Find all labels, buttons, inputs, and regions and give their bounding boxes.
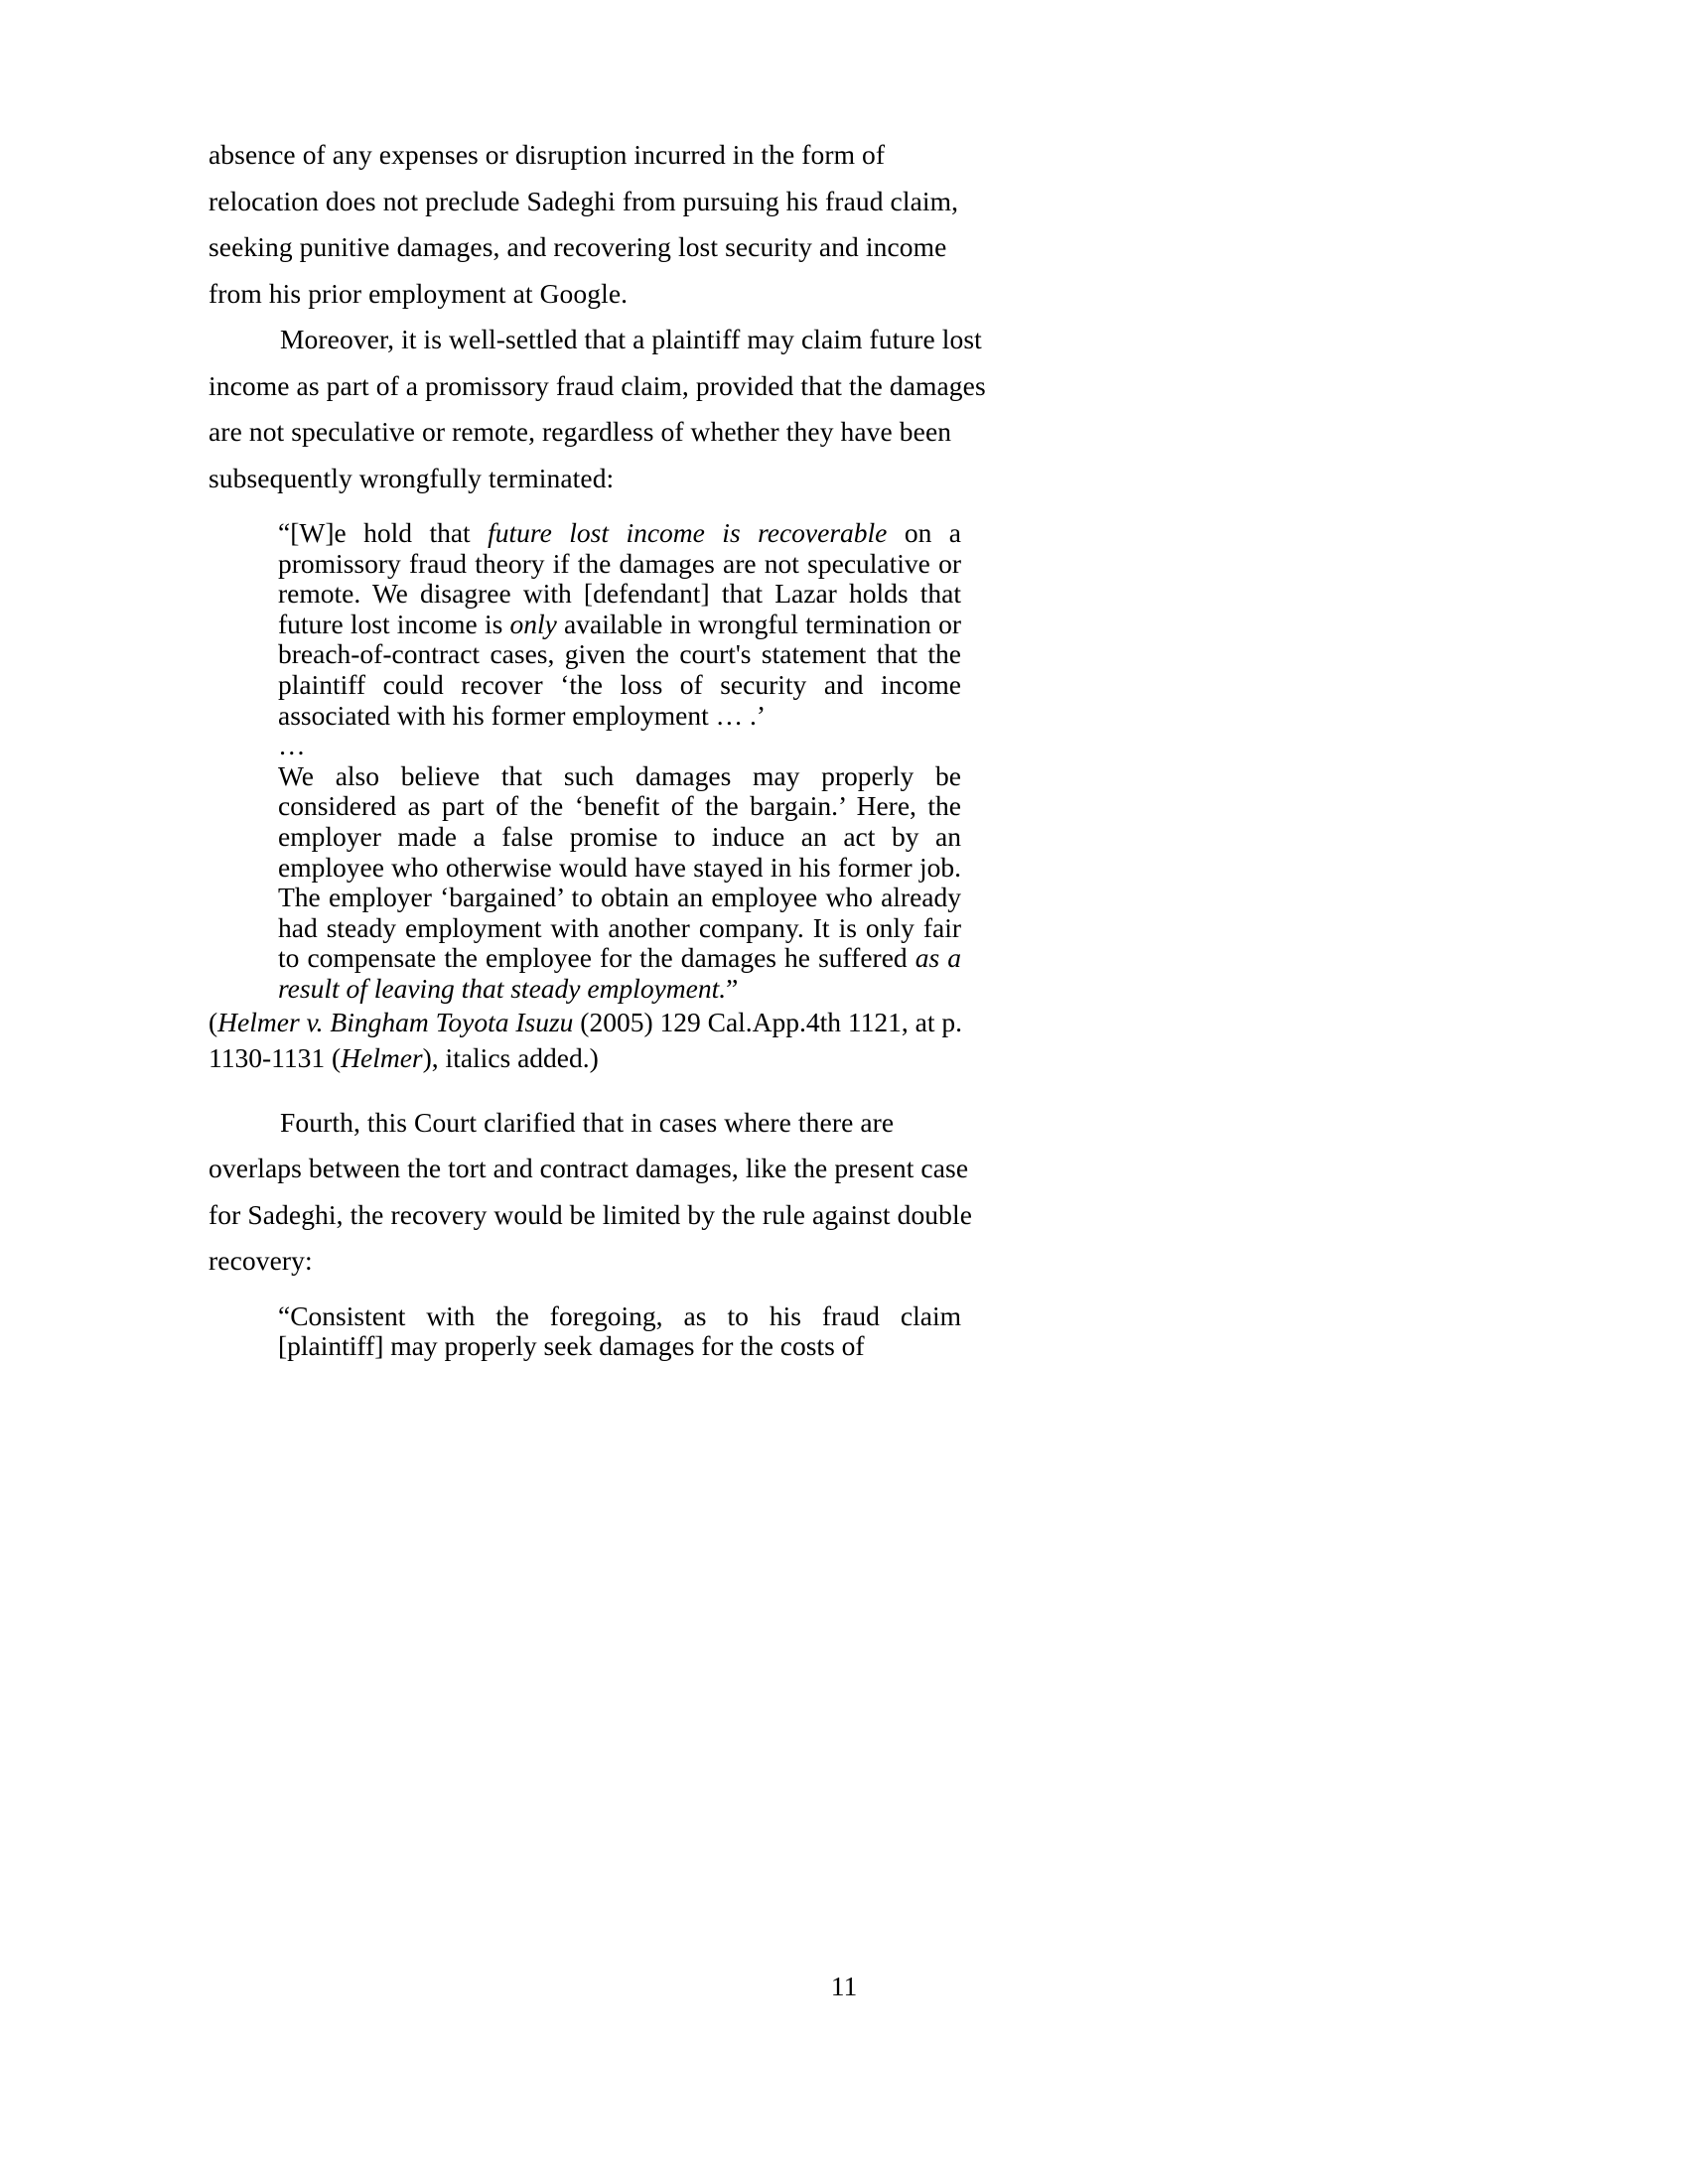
paragraph-relocation: absence of any expenses or disruption incurred in the form of relocation does not preclude Sadeghi from pursuing his fraud claim, seeking punitive damages, and recovering lost security and income from his prior employment at Google. <box>209 139 959 309</box>
paragraph-fourth: Fourth, this Court clarified that in cases where there are overlaps between the tort and contract damages, like the present case for Sadeghi, the recovery would be limited by the rule against double recovery: <box>209 1106 973 1276</box>
citation-reporter: (2005) 129 Cal.App.4th 1121, at p. 1130-1131 ( <box>209 1006 963 1073</box>
quote-prefix: “[W]e hold that <box>278 517 489 548</box>
citation-tail: ), italics added.) <box>422 1041 599 1073</box>
blockquote-consistent: “Consistent with the foregoing, as to his fraud claim [plaintiff] may properly seek damages for the costs of <box>278 1299 961 1362</box>
page-number: 11 <box>830 1971 858 2001</box>
quote2-prefix: We also believe that such damages may properly be considered as part of the ‘benefit of the bargain.’ Here, the employer made a false promise to induce an act by an employee who otherwise would have stayed in his former job. The employer ‘bargained’ to obtain an employee who already had steady employment with another company. It is only fair to compensate the employee for the damages he suffered <box>278 759 961 974</box>
spacer-before-quote <box>209 501 993 518</box>
quote-middle: on a promissory fraud theory if the damages are not speculative or remote. We disagree with [defendant] that Lazar holds that future lost income is <box>278 517 962 639</box>
citation-open-paren: ( <box>209 1006 218 1037</box>
citation-short-name: Helmer <box>341 1041 423 1073</box>
spacer-after-citation <box>209 1076 993 1100</box>
quote-italic-only: only <box>509 608 557 639</box>
blockquote-ellipsis-separator: … <box>278 730 306 761</box>
blockquote-helmer-part-one <box>209 518 993 731</box>
quote2-tail: ” <box>726 972 739 1004</box>
citation-helmer <box>209 1005 993 1076</box>
blockquote-helmer-part-two <box>209 761 993 1005</box>
citation-case-name: Helmer v. Bingham Toyota Isuzu <box>217 1006 574 1037</box>
page-content <box>209 132 993 1362</box>
spacer-before-second-quote <box>209 1285 993 1301</box>
paragraph-moreover: Moreover, it is well-settled that a plaintiff may claim future lost income as part of a promissory fraud claim, provided that the damages are not speculative or remote, regardless of whether they have been subsequently wrongfully terminated: <box>209 324 986 493</box>
quote-tail: available in wrongful termination or breach-of-contract cases, given the court's statement that the plaintiff could recover ‘the loss of security and income associated with his former employment … .’ <box>278 608 961 731</box>
quote-italic-future-lost-income: future lost income is recoverable <box>488 517 888 548</box>
quote2-italic-as-a-result: as a result of leaving that steady employment. <box>278 942 962 1004</box>
